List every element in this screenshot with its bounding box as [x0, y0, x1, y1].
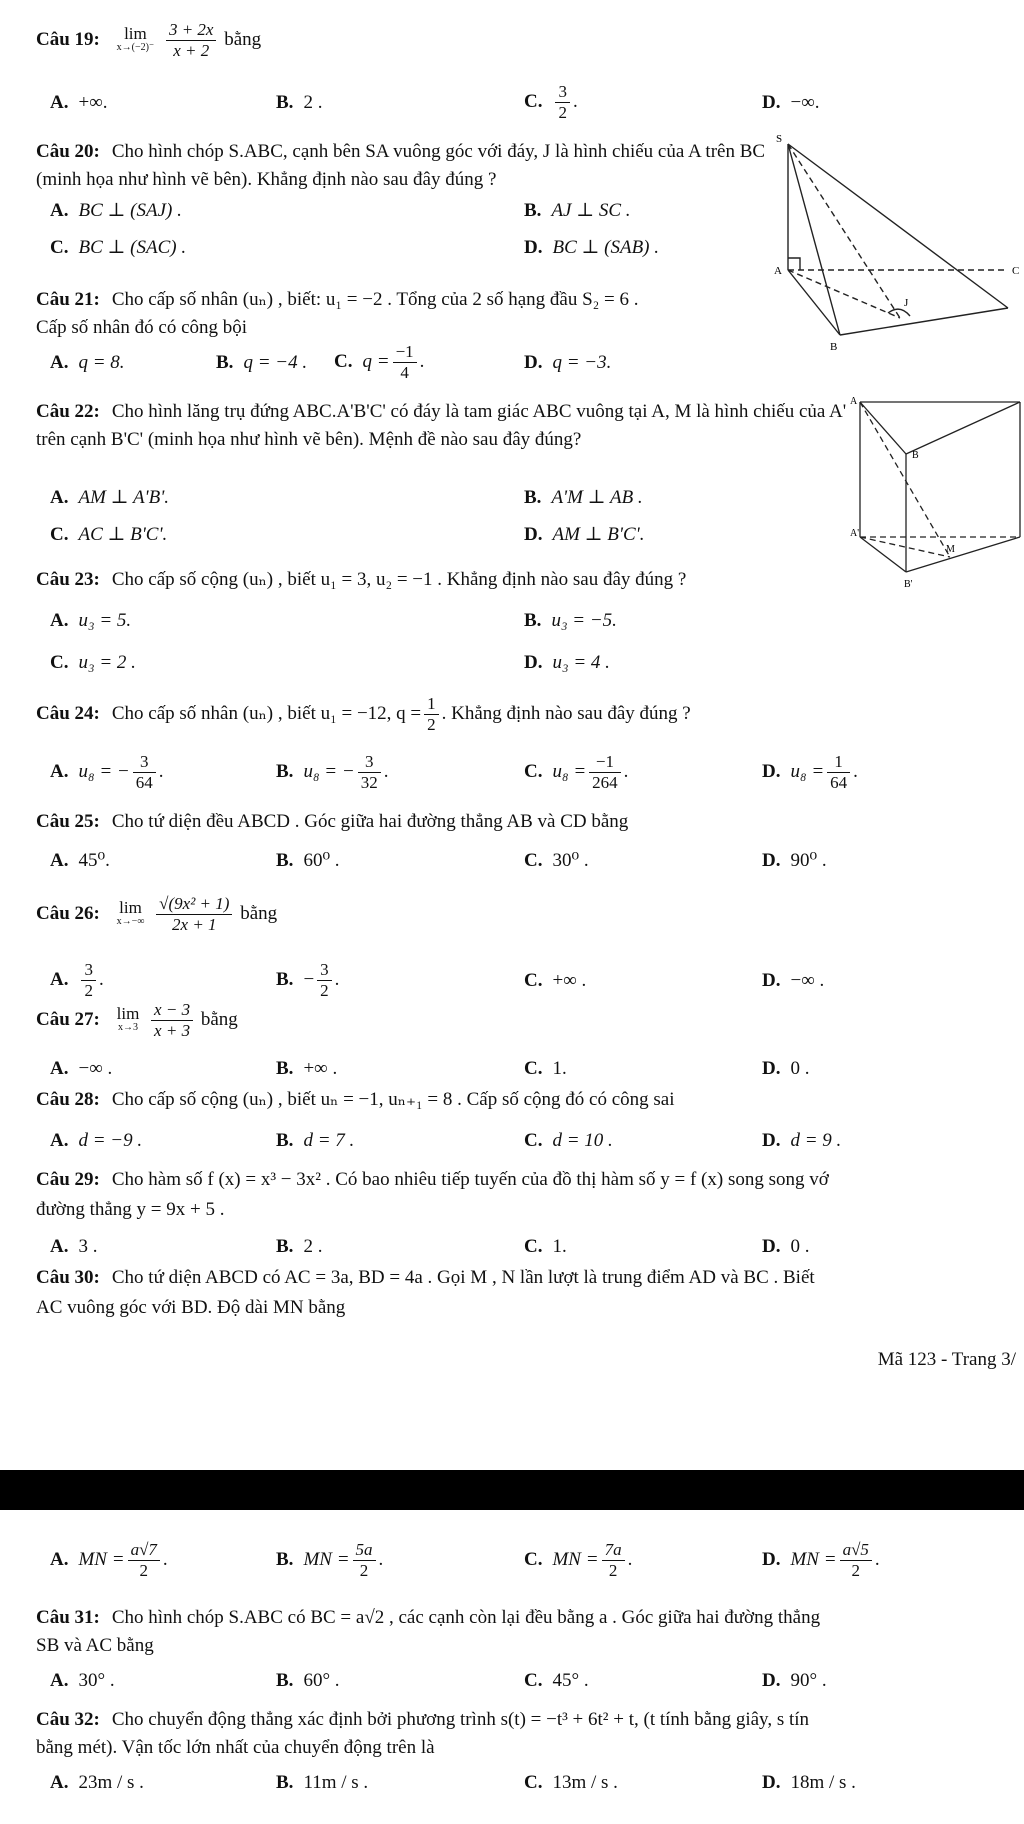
question-22: Câu 22: Cho hình lăng trụ đứng ABC.A'B'C' có đáy là tam giác ABC vuông tại A, M là hình chiếu của A' trên cạnh B'C' (minh họa như hình vẽ bên). Mệnh đề nào sau đây đúng?	[36, 401, 847, 450]
option-a[interactable]: A. AM ⊥ A'B'.	[50, 487, 170, 508]
option-b[interactable]: B. q = −4 .	[216, 352, 308, 373]
question-21-line2: Cấp số nhân đó có công bội	[36, 317, 248, 338]
option-c[interactable]: C. $\frac{3}{2}$ .	[524, 82, 578, 122]
option-c[interactable]: C. 13m / s .	[524, 1772, 618, 1793]
option-c[interactable]: C. 1.	[524, 1236, 567, 1257]
question-24: Câu 24: Cho cấp số nhân (uₙ) , biết u₁ = −12, q = $\frac{1}{2}$ . Khẳng định nào sau đây đúng ?	[36, 694, 691, 734]
option-a[interactable]: A. −∞ .	[50, 1058, 113, 1079]
label-m: M	[946, 544, 955, 555]
option-d[interactable]: D. −∞ .	[762, 970, 825, 991]
label-a: A	[774, 265, 782, 277]
question-29-line2: đường thẳng y = 9x + 5 .	[36, 1199, 225, 1220]
question-20: Câu 20: Cho hình chóp S.ABC, cạnh bên SA vuông góc với đáy, J là hình chiếu của A trên BC (minh họa như hình vẽ bên). Khẳng định nào sau đây đúng ?	[36, 141, 766, 190]
option-a[interactable]: A. u₈ = − $\frac{3}{64}$ .	[50, 752, 164, 792]
question-19: Câu 19: lim x→(−2)⁻ $\frac{3 + 2x}{x + 2}$ bằng	[36, 20, 262, 60]
option-b[interactable]: B. u₈ = − $\frac{3}{32}$ .	[276, 752, 389, 792]
question-29: Câu 29: Cho hàm số f (x) = x³ − 3x² . Có bao nhiêu tiếp tuyến của đồ thị hàm số y = f (x) song song vớ	[36, 1169, 829, 1190]
question-31-line2: SB và AC bằng	[36, 1635, 154, 1656]
question-25: Câu 25: Cho tứ diện đều ABCD . Góc giữa hai đường thẳng AB và CD bằng	[36, 811, 629, 832]
label-b: B	[912, 450, 919, 461]
label-a-prime: A'	[850, 528, 860, 539]
option-a[interactable]: A. q = 8.	[50, 352, 125, 373]
option-c[interactable]: C. 45° .	[524, 1670, 589, 1691]
option-c[interactable]: C. 30⁰ .	[524, 850, 589, 871]
label-j: J	[904, 297, 909, 309]
question-32: Câu 32: Cho chuyển động thẳng xác định bởi phương trình s(t) = −t³ + 6t² + t, (t tính bằng giây, s tín	[36, 1709, 810, 1730]
question-31: Câu 31: Cho hình chóp S.ABC có BC = a√2 , các cạnh còn lại đều bằng a . Góc giữa hai đường thẳng	[36, 1607, 821, 1628]
option-b[interactable]: B. A'M ⊥ AB .	[524, 487, 643, 508]
option-a[interactable]: A. +∞.	[50, 92, 108, 113]
question-32-line2: bằng mét). Vận tốc lớn nhất của chuyển động trên là	[36, 1737, 435, 1758]
page-separator	[0, 1470, 1024, 1510]
label-b-prime: B'	[904, 579, 913, 590]
option-b[interactable]: B. +∞ .	[276, 1058, 338, 1079]
option-c[interactable]: C. +∞ .	[524, 970, 587, 991]
option-a[interactable]: A. BC ⊥ (SAJ) .	[50, 200, 182, 221]
question-27: Câu 27: lim x→3 $\frac{x - 3}{x + 3}$ bằng	[36, 1000, 238, 1040]
option-b[interactable]: B. 11m / s .	[276, 1772, 369, 1793]
option-d[interactable]: D. u₈ = $\frac{1}{64}$ .	[762, 752, 858, 792]
option-a[interactable]: A. MN = $\frac{a√7}{2}$ .	[50, 1540, 168, 1580]
label-s: S	[776, 133, 783, 145]
question-30: Câu 30: Cho tứ diện ABCD có AC = 3a, BD = 4a . Gọi M , N lần lượt là trung điểm AD và BC . Biết	[36, 1267, 815, 1288]
option-a[interactable]: A. $\frac{3}{2}$ .	[50, 960, 104, 1000]
option-a[interactable]: A. 3 .	[50, 1236, 98, 1257]
option-d[interactable]: D. BC ⊥ (SAB) .	[524, 237, 659, 258]
option-c[interactable]: C. d = 10 .	[524, 1130, 613, 1151]
option-a[interactable]: A. 30° .	[50, 1670, 115, 1691]
question-30-line2: AC vuông góc với BD. Độ dài MN bằng	[36, 1297, 346, 1318]
option-c[interactable]: C. u₈ = $\frac{-1}{264}$ .	[524, 752, 629, 792]
option-d[interactable]: D. u₃ = 4 .	[524, 652, 610, 673]
option-d[interactable]: D. 0 .	[762, 1236, 810, 1257]
option-c[interactable]: C. BC ⊥ (SAC) .	[50, 237, 187, 258]
question-21: Câu 21: Cho cấp số nhân (uₙ) , biết: u₁ = −2 . Tổng của 2 số hạng đầu S₂ = 6 .	[36, 289, 639, 310]
question-26: Câu 26: lim x→−∞ $\frac{\text{√(9x² + 1)}}{2x + 1}$ bằng	[36, 894, 278, 934]
page-footer: Mã 123 - Trang 3/	[877, 1349, 1016, 1370]
option-d[interactable]: D. d = 9 .	[762, 1130, 842, 1151]
option-a[interactable]: A. 23m / s .	[50, 1772, 144, 1793]
exam-sheet-bottom	[0, 1510, 1024, 1824]
option-b[interactable]: B. 2 .	[276, 1236, 323, 1257]
option-b[interactable]: B. − $\frac{3}{2}$ .	[276, 960, 340, 1000]
option-b[interactable]: B. 2 .	[276, 92, 323, 113]
option-d[interactable]: D. 90⁰ .	[762, 850, 827, 871]
option-a[interactable]: A. 45⁰.	[50, 850, 110, 871]
option-d[interactable]: D. MN = $\frac{a√5}{2}$ .	[762, 1540, 880, 1580]
option-c[interactable]: C. q = $\frac{-1}{4}$ .	[334, 342, 425, 382]
prism-figure	[850, 392, 1024, 592]
option-b[interactable]: B. u₃ = −5.	[524, 610, 617, 631]
option-c[interactable]: C. 1.	[524, 1058, 567, 1079]
option-b[interactable]: B. 60° .	[276, 1670, 340, 1691]
label-c: C	[1012, 265, 1020, 277]
option-d[interactable]: D. q = −3.	[524, 352, 612, 373]
option-d[interactable]: D. 90° .	[762, 1670, 827, 1691]
option-a[interactable]: A. u₃ = 5.	[50, 610, 132, 631]
option-b[interactable]: B. AJ ⊥ SC .	[524, 200, 631, 221]
limit: lim x→(−2)⁻	[116, 23, 155, 53]
option-b[interactable]: B. 60⁰ .	[276, 850, 340, 871]
option-d[interactable]: D. 18m / s .	[762, 1772, 856, 1793]
question-23: Câu 23: Cho cấp số cộng (uₙ) , biết u₁ = 3, u₂ = −1 . Khẳng định nào sau đây đúng ?	[36, 569, 687, 590]
label-a: A	[850, 396, 858, 407]
question-28: Câu 28: Cho cấp số cộng (uₙ) , biết uₙ = −1, uₙ₊₁ = 8 . Cấp số cộng đó có công sai	[36, 1089, 675, 1110]
option-d[interactable]: D. 0 .	[762, 1058, 810, 1079]
option-d[interactable]: D. AM ⊥ B'C'.	[524, 524, 645, 545]
option-a[interactable]: A. d = −9 .	[50, 1130, 143, 1151]
option-b[interactable]: B. d = 7 .	[276, 1130, 355, 1151]
label-b: B	[830, 341, 838, 353]
option-c[interactable]: C. AC ⊥ B'C'.	[50, 524, 168, 545]
option-c[interactable]: C. u₃ = 2 .	[50, 652, 136, 673]
option-c[interactable]: C. MN = $\frac{7a}{2}$ .	[524, 1540, 633, 1580]
fraction: $\frac{3 + 2x}{x + 2}$	[166, 20, 217, 61]
option-d[interactable]: D. −∞.	[762, 92, 820, 113]
option-b[interactable]: B. MN = $\frac{5a}{2}$ .	[276, 1540, 384, 1580]
